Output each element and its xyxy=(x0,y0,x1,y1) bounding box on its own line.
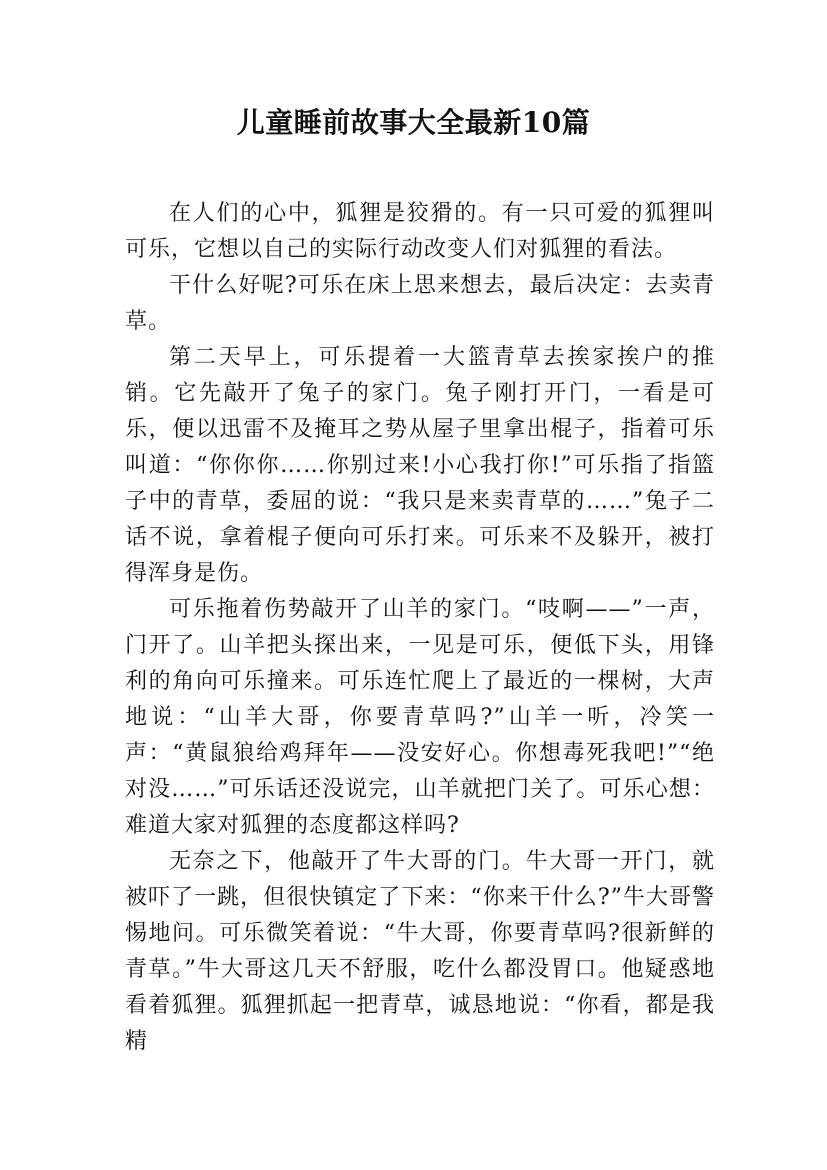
paragraph: 无奈之下，他敲开了牛大哥的门。牛大哥一开门，就被吓了一跳，但很快镇定了下来：“你来干什么?”牛大哥警惕地问。可乐微笑着说：“牛大哥，你要青草吗?很新鲜的青草。”牛大哥这几天不舒服，吃什么都没胃口。他疑惑地看着狐狸。狐狸抓起一把青草，诚恳地说：“你看，都是我精 xyxy=(125,849,715,1054)
document-title: 儿童睡前故事大全最新10篇 xyxy=(236,106,591,139)
paragraph: 可乐拖着伤势敲开了山羊的家门。“吱啊——”一声，门开了。山羊把头探出来，一见是可乐，便低下头，用锋利的角向可乐撞来。可乐连忙爬上了最近的一棵树，大声地说：“山羊大哥，你要青草吗?”山羊一听，冷笑一声：“黄鼠狼给鸡拜年——没安好心。你想毒死我吧!”“绝对没……”可乐话还没说完，山羊就把门关了。可乐心想：难道大家对狐狸的态度都这样吗? xyxy=(125,597,715,838)
document-body xyxy=(125,196,715,1060)
paragraph: 在人们的心中，狐狸是狡猾的。有一只可爱的狐狸叫可乐，它想以自己的实际行动改变人们对狐狸的看法。 xyxy=(125,201,715,262)
paragraph: 干什么好呢?可乐在床上思来想去，最后决定：去卖青草。 xyxy=(125,273,715,334)
paragraph: 第二天早上，可乐提着一大篮青草去挨家挨户的推销。它先敲开了兔子的家门。兔子刚打开门，一看是可乐，便以迅雷不及掩耳之势从屋子里拿出棍子，指着可乐叫道：“你你你……你别过来!小心我打你!”可乐指了指篮子中的青草，委屈的说：“我只是来卖青草的……”兔子二话不说，拿着棍子便向可乐打来。可乐来不及躲开，被打得浑身是伤。 xyxy=(125,345,715,586)
